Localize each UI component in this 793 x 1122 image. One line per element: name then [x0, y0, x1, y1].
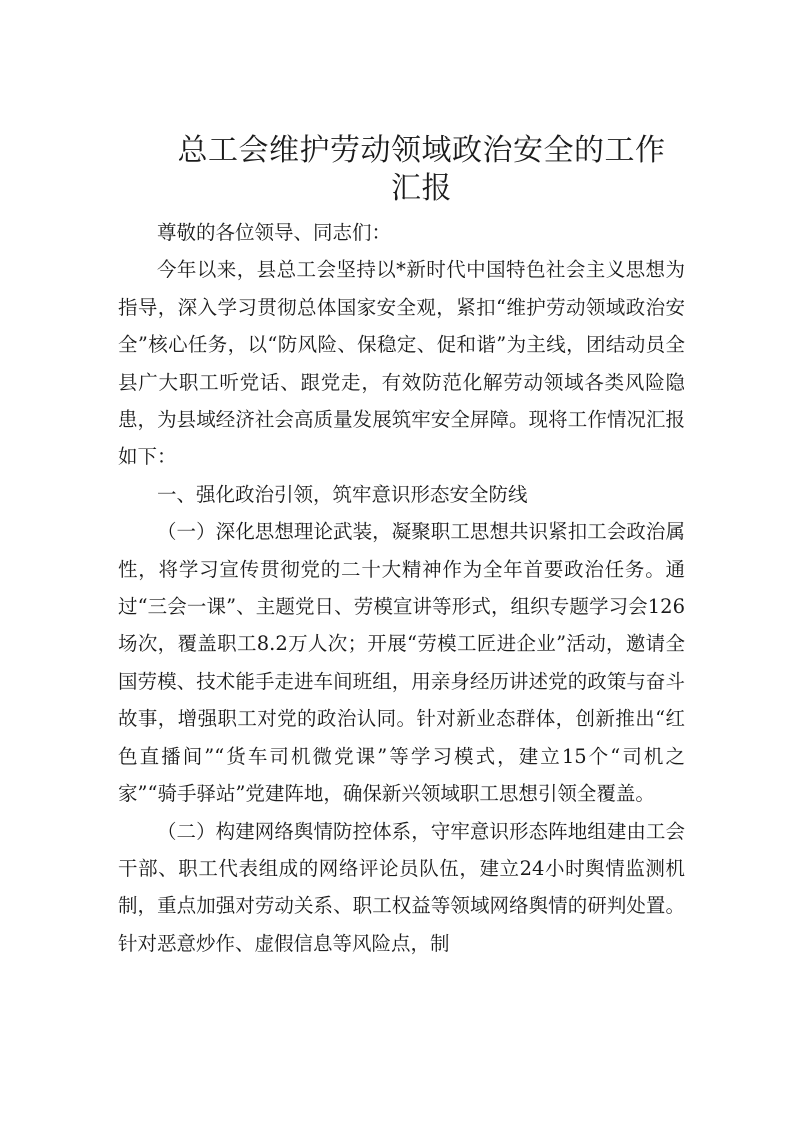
paragraph-1: （一）深化思想理论武装，凝聚职工思想共识紧扣工会政治属性，将学习宣传贯彻党的二十大精神作为全年首要政治任务。通过“三会一课”、主题党日、劳模宣讲等形式，组织专题学习会126场次，覆盖职工8.2万人次；开展“劳模工匠进企业”活动，邀请全国劳模、技术能手走进车间班组，用亲身经历讲述党的政策与奋斗故事，增强职工对党的政治认同。针对新业态群体，创新推出“红色直播间”“货车司机微党课”等学习模式，建立15个“司机之家”“骑手驿站”党建阵地，确保新兴领域职工思想引领全覆盖。	[118, 520, 685, 806]
intro-paragraph: 今年以来，县总工会坚持以*新时代中国特色社会主义思想为指导，深入学习贯彻总体国家安全观，紧扣“维护劳动领域政治安全”核心任务，以“防风险、保稳定、促和谐”为主线，团结动员全县广大职工听党话、跟党走，有效防范化解劳动领域各类风险隐患，为县域经济社会高质量发展筑牢安全屏障。现将工作情况汇报如下：	[118, 258, 685, 469]
title-line-2: 汇报	[391, 171, 452, 206]
section-heading-1: 一、强化政治引领，筑牢意识形态安全防线	[157, 482, 528, 506]
title-line-1: 总工会维护劳动领域政治安全的工作	[177, 133, 666, 168]
greeting: 尊敬的各位领导、同志们：	[157, 221, 392, 244]
paragraph-2: （二）构建网络舆情防控体系，守牢意识形态阵地组建由工会干部、职工代表组成的网络评论员队伍，建立24小时舆情监测机制，重点加强对劳动关系、职工权益等领域网络舆情的研判处置。针对恶意炒作、虚假信息等风险点，制	[118, 819, 685, 955]
document-title	[118, 132, 685, 208]
